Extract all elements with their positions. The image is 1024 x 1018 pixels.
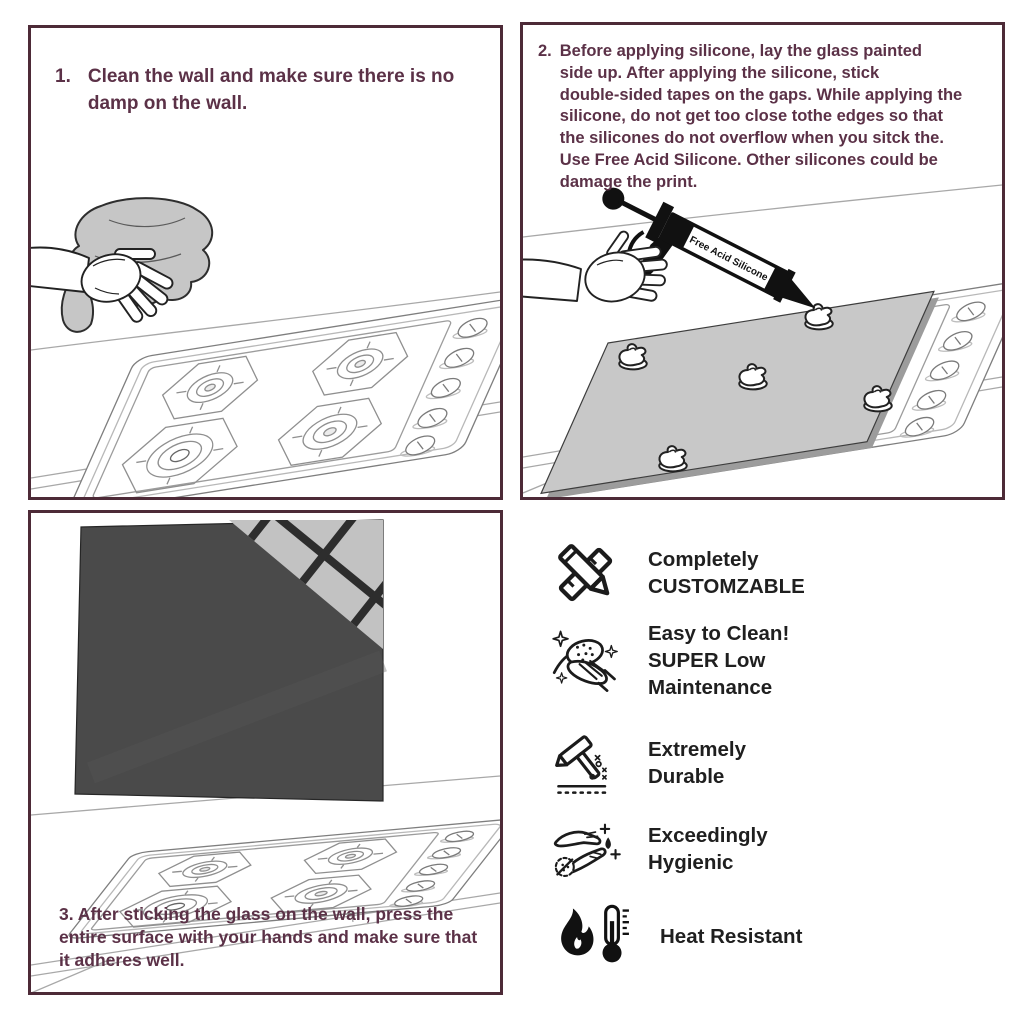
step2-line: Use Free Acid Silicone. Other silicones could be [559,150,938,169]
feature-list [520,512,1005,1008]
heat-resistant-icon [550,900,636,974]
gun-label: Free Acid Silicone [687,234,770,284]
panel-step2 [520,22,1005,500]
feature-easy-clean [550,620,789,701]
step2-line: silicone, do not get too close tothe edges so that [559,107,943,126]
feature-line: Extremely [648,737,747,761]
easy-clean-icon [550,624,624,698]
durable-icon [550,726,624,800]
feature-durable [550,726,746,800]
step2-number: 2. [538,42,552,60]
step1-number: 1. [55,66,71,87]
step2-line: side up. After applying the silicone, stick [559,63,880,82]
feature-line: Durable [648,765,725,788]
feature-line: Maintenance [648,676,773,700]
step3-line: 3. After sticking the glass on the wall, press the [59,904,454,924]
step3-line: entire surface with your hands and make sure that [59,926,478,947]
customizable-icon [550,536,624,610]
step1-text [55,64,454,117]
mounted-glass-splashback [75,513,426,801]
gas-hob-drawing [66,295,500,497]
feature-customizable [550,536,805,610]
feature-line: Heat Resistant [660,925,803,949]
feature-line: Exceedingly [648,823,768,847]
panel-step3 [28,510,503,995]
step2-text [538,41,962,193]
step2-line: damage the print. [559,172,698,191]
feature-line: CUSTOMZABLE [648,575,805,598]
thermometer-icon [603,906,629,962]
step3-text [59,903,477,971]
feature-line: Completely [648,547,759,571]
hand-on-gun [523,230,667,308]
feature-hygienic [550,812,768,886]
hand-wiping-cloth [31,198,212,332]
step3-line: it adheres well. [59,949,185,970]
step1-line: damp on the wall. [87,92,248,114]
panel-step1 [28,25,503,500]
feature-line: SUPER Low [648,649,766,673]
feature-heat-resistant [550,900,802,974]
hygienic-icon [550,812,624,886]
step2-line: double-sided tapes on the gaps. While applying the [559,85,963,104]
hand [31,247,174,324]
feature-line: Hygienic [648,851,734,874]
feature-line: Easy to Clean! [648,622,790,645]
step1-line: Clean the wall and make sure there is no [87,66,455,87]
step2-line: Before applying silicone, lay the glass painted [559,42,922,60]
step2-line: the silicones do not overflow when you sitck the. [559,129,944,148]
